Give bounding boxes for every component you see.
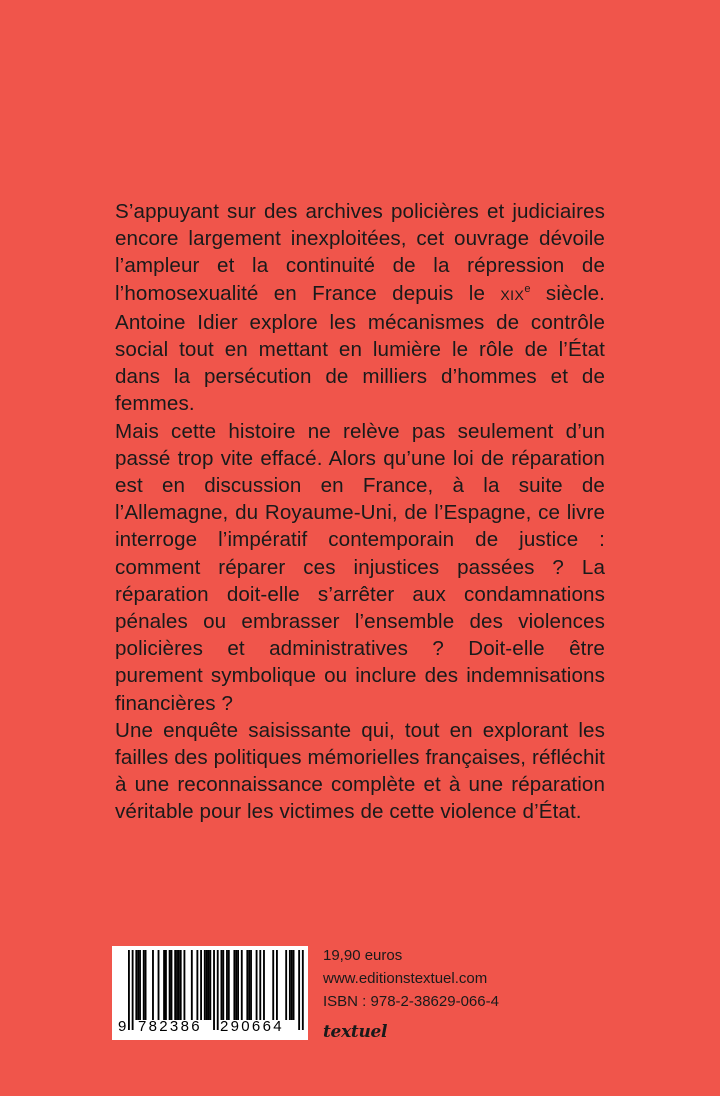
publisher-website: www.editionstextuel.com [323, 970, 488, 987]
barcode-bar-13 [174, 950, 176, 1020]
barcode-bar-37 [250, 950, 252, 1020]
barcode-bar-46 [293, 950, 295, 1020]
barcode-bar-30 [228, 950, 230, 1020]
isbn-number: ISBN : 978-2-38629-066-4 [323, 993, 499, 1010]
barcode-bar-11 [169, 950, 171, 1020]
century-superscript: e [524, 282, 531, 295]
barcode-bar-16 [180, 950, 182, 1020]
barcode-bar-8 [158, 950, 160, 1020]
blurb-paragraph-1: S’appuyant sur des archives policières et judiciaires encore largement inexploitées, cet ouvrage dévoile l’ampleur et la continuité de la répression de l’homosexualité en France depuis le XIXe siècle. Antoine Idier explore les mécanismes de contrôle social tout en mettant en lumière le rôle de l’État dans la persécution de milliers d’hommes et de femmes. [115, 200, 605, 416]
barcode-bar-33 [237, 950, 239, 1020]
blurb-paragraph-2: Mais cette histoire ne relève pas seulement d’un passé trop vite effacé. Alors qu’une loi de réparation est en discussion en France, à la suite de l’Allemagne, du Royaume-Uni, de l’Espagne, ce livre interroge l’impératif contemporain de justice : comment réparer ces injustices passées ? La réparation doit-elle s’arrêter aux condamnations pénales ou embrasser l’ensemble des violences policières et administratives ? Doit-elle être purement symbolique ou inclure des indemnisations financières ? [115, 419, 605, 715]
barcode-bar-34 [241, 950, 243, 1020]
barcode-group-right: 290664 [220, 1018, 284, 1035]
barcode-bar-38 [256, 950, 258, 1020]
barcode-bar-12 [171, 950, 173, 1020]
barcode-bar-35 [246, 950, 248, 1020]
barcode-bar-43 [285, 950, 287, 1020]
publisher-logo: textuel [323, 1022, 388, 1042]
barcode-bar-3 [137, 950, 139, 1020]
barcode-bar-7 [152, 950, 154, 1020]
blurb-paragraph-3: Une enquête saisissante qui, tout en explorant les failles des politiques mémorielles françaises, réfléchit à une reconnaissance complète et à une réparation véritable pour les victimes de cette violence d’État. [115, 718, 605, 824]
barcode-bar-5 [143, 950, 145, 1020]
barcode-bar-39 [259, 950, 261, 1020]
barcode-bar-17 [184, 950, 186, 1020]
barcode-bar-10 [165, 950, 167, 1020]
barcode-bar-44 [289, 950, 291, 1020]
barcode-bar-29 [226, 950, 228, 1020]
barcode-bar-20 [200, 950, 202, 1020]
price: 19,90 euros [323, 947, 403, 964]
barcode-bar-9 [163, 950, 165, 1020]
barcode-bar-27 [221, 950, 223, 1020]
barcode-bar-22 [206, 950, 208, 1020]
barcode-bar-31 [233, 950, 235, 1020]
barcode-bar-45 [291, 950, 293, 1020]
barcode-bar-36 [248, 950, 250, 1020]
barcode-bar-4 [139, 950, 141, 1020]
back-cover-blurb [115, 198, 605, 826]
barcode-bar-2 [135, 950, 137, 1020]
barcode-bar-23 [208, 950, 210, 1020]
barcode-bar-15 [178, 950, 180, 1020]
barcode-bar-18 [191, 950, 193, 1020]
barcode-bar-32 [235, 950, 237, 1020]
barcode-bar-41 [272, 950, 274, 1020]
barcode-bar-40 [263, 950, 265, 1020]
barcode-bar-6 [145, 950, 147, 1020]
barcode-digits [112, 1018, 308, 1038]
barcode-digit-first: 9 [118, 1018, 127, 1035]
barcode-bar-42 [276, 950, 278, 1020]
isbn-barcode [112, 946, 308, 1040]
barcode-bar-14 [176, 950, 178, 1020]
barcode-bar-24 [209, 950, 211, 1020]
barcode-bar-28 [222, 950, 224, 1020]
century-numeral: XIX [500, 286, 525, 303]
barcode-bar-21 [204, 950, 206, 1020]
barcode-bar-19 [196, 950, 198, 1020]
barcode-group-left: 782386 [138, 1018, 202, 1035]
book-info [323, 944, 499, 1013]
